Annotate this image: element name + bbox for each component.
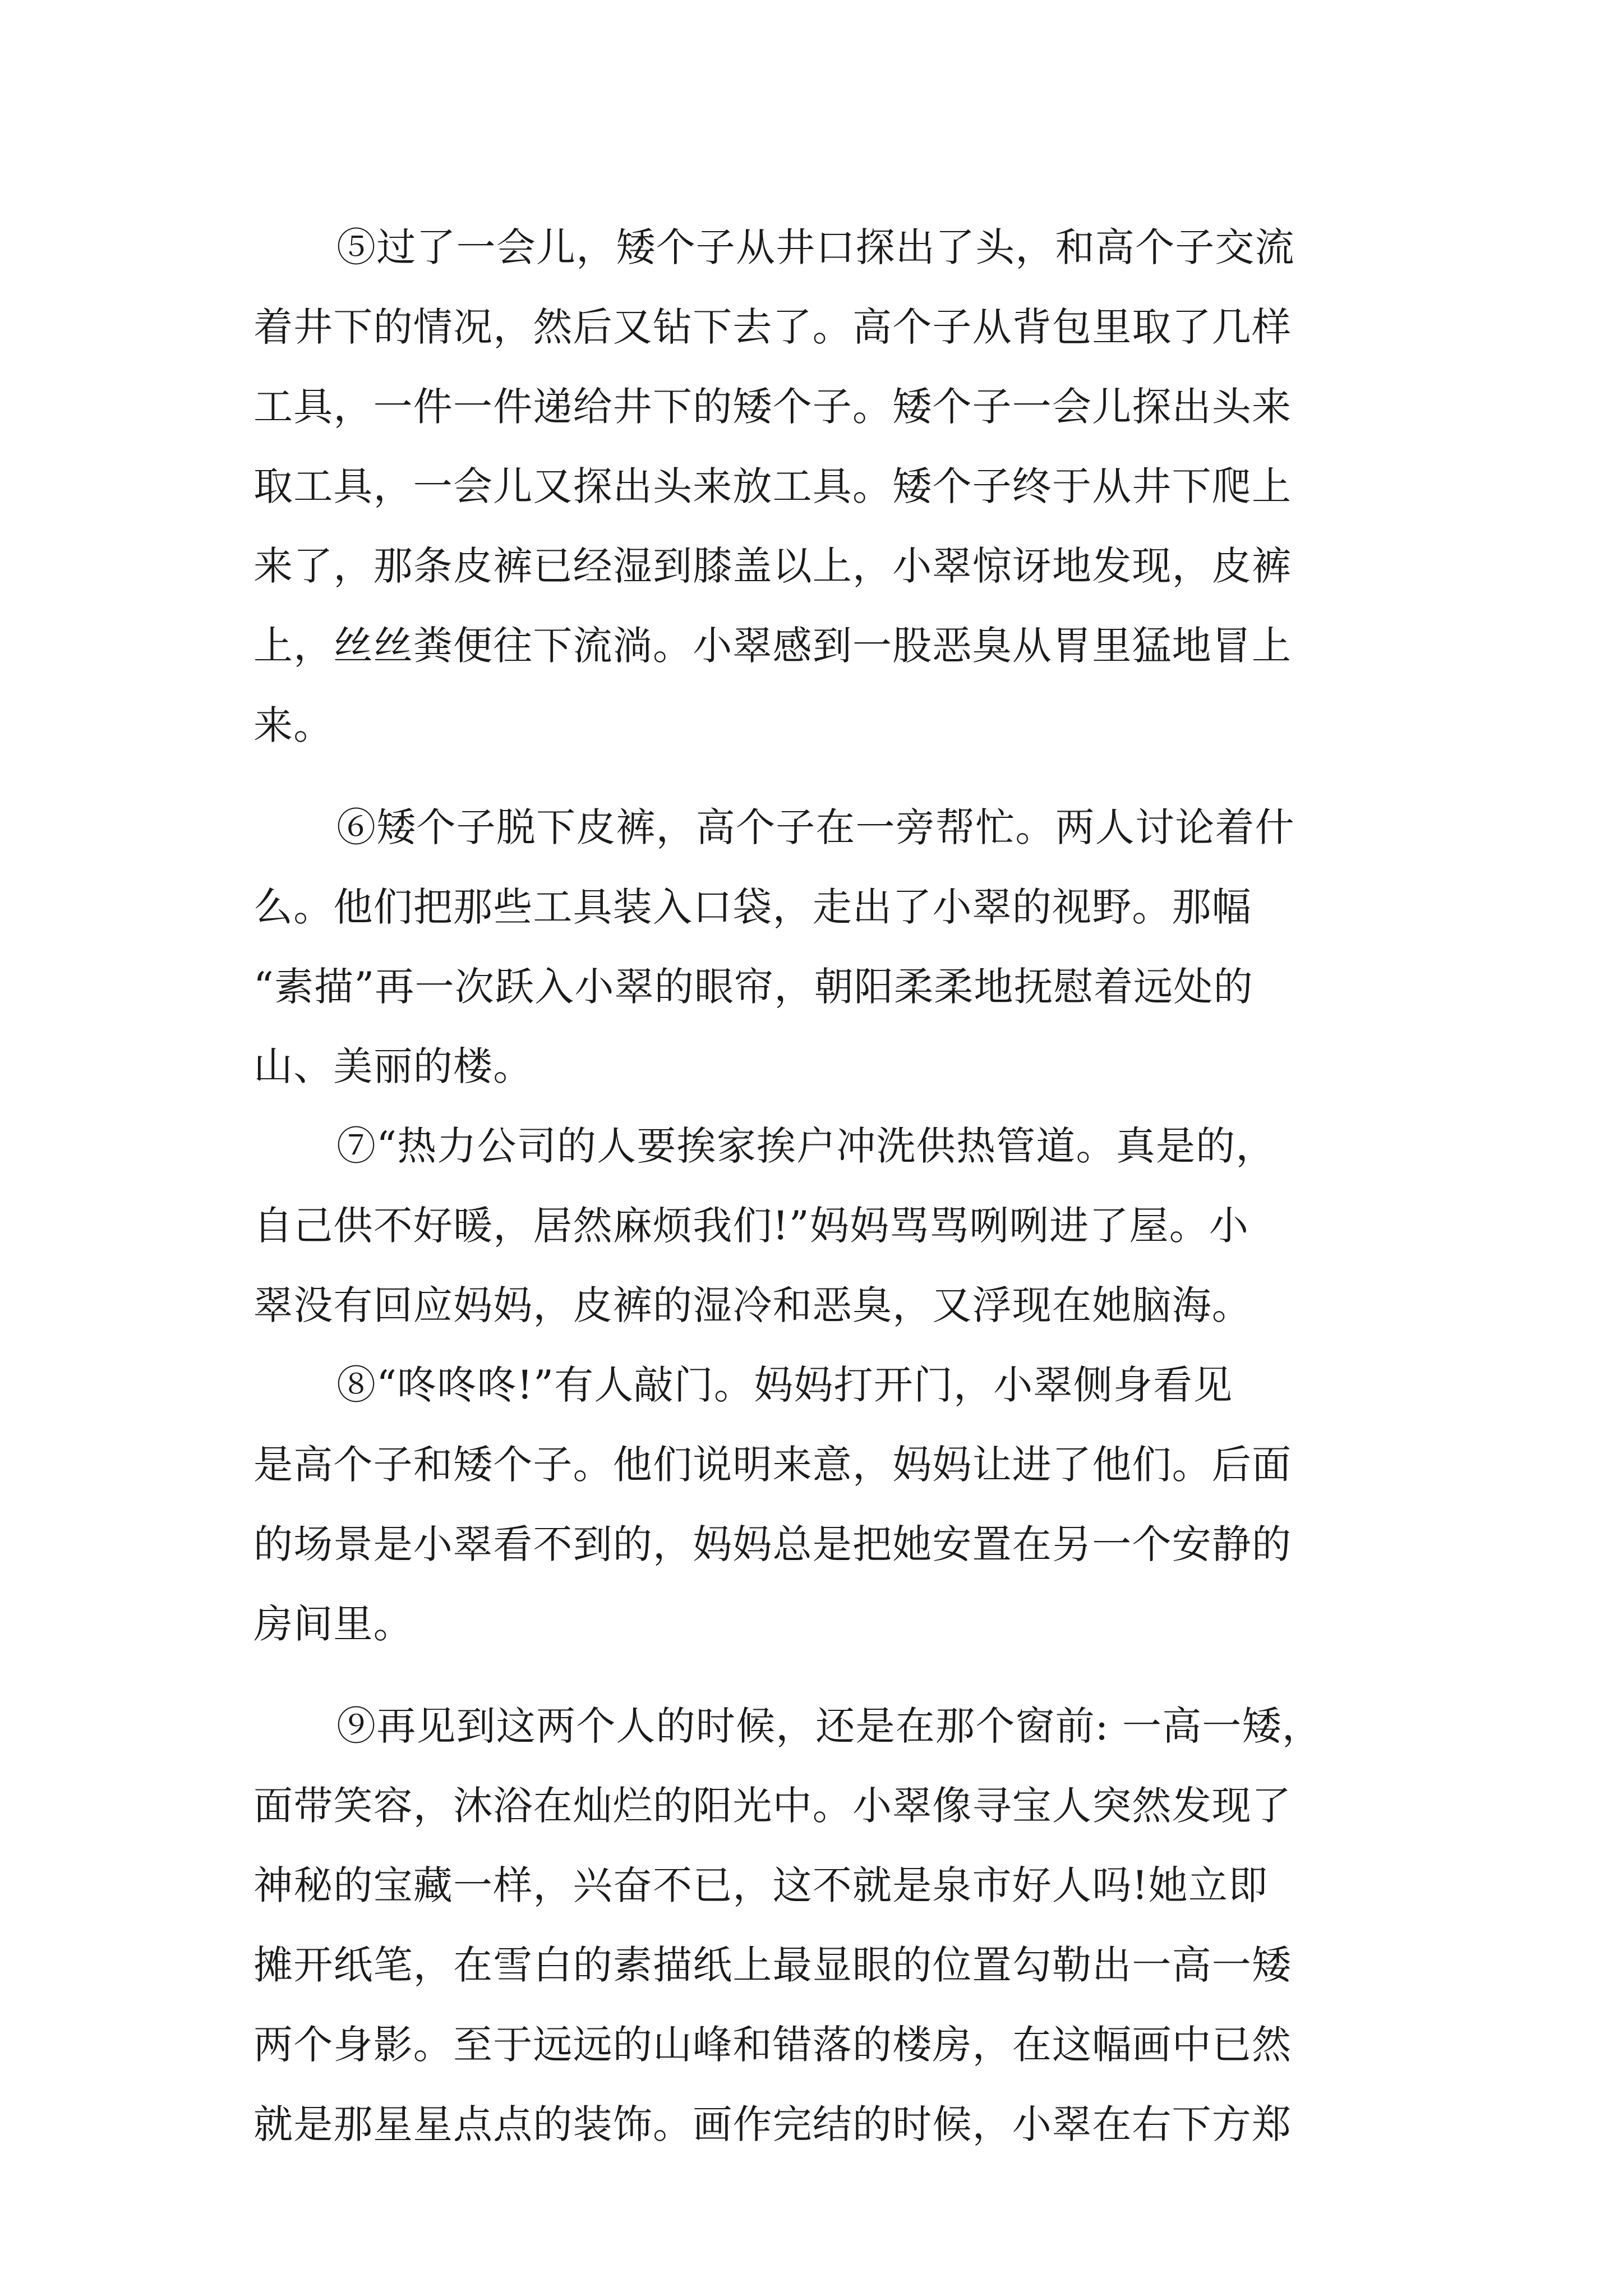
paragraph-line: 面带笑容，沐浴在灿烂的阳光中。小翠像寻宝人突然发现了 <box>253 1783 1292 1829</box>
paragraph-line: 是高个子和矮个子。他们说明来意，妈妈让进了他们。后面 <box>253 1442 1292 1488</box>
paragraph-line: 么。他们把那些工具装入口袋，走出了小翠的视野。那幅 <box>253 884 1252 930</box>
paragraph-9 <box>253 1686 1392 2164</box>
paragraph-spacing <box>253 765 1392 788</box>
paragraph-line: 着井下的情况，然后又钻下去了。高个子从背包里取了几样 <box>253 304 1292 350</box>
paragraph-line: 取工具，一会儿又探出头来放工具。矮个子终于从井下爬上 <box>253 463 1292 509</box>
paragraph-line: 工具，一件一件递给井下的矮个子。矮个子一会儿探出头来 <box>253 384 1292 430</box>
paragraph-spacing <box>253 1664 1392 1686</box>
paragraph-8 <box>253 1345 1392 1664</box>
paragraph-line: ⑨再见到这两个人的时候，还是在那个窗前: 一高一矮， <box>336 1703 1322 1749</box>
paragraph-6 <box>253 788 1392 1106</box>
paragraph-7 <box>253 1106 1392 1345</box>
paragraph-line: 来了，那条皮裤已经湿到膝盖以上，小翠惊讶地发现，皮裤 <box>253 543 1292 589</box>
paragraph-5 <box>253 208 1392 765</box>
paragraph-line: 房间里。 <box>253 1601 413 1647</box>
paragraph-line: ⑦“热力公司的人要挨家挨户冲洗供热管道。真是的， <box>336 1123 1276 1169</box>
paragraph-line: 山、美丽的楼。 <box>253 1043 533 1089</box>
paragraph-line: 神秘的宝藏一样，兴奋不已，这不就是泉市好人吗!她立即 <box>253 1862 1269 1908</box>
paragraph-line: ⑧“咚咚咚!”有人敲门。妈妈打开门，小翠侧身看见 <box>336 1362 1233 1408</box>
paragraph-line: 摊开纸笔，在雪白的素描纸上最显眼的位置勾勒出一高一矮 <box>253 1942 1292 1988</box>
paragraph-line: ⑤过了一会儿，矮个子从井口探出了头，和高个子交流 <box>336 224 1295 270</box>
paragraph-line: 翠没有回应妈妈，皮裤的湿冷和恶臭，又浮现在她脑海。 <box>253 1282 1252 1328</box>
paragraph-line: 来。 <box>253 702 334 748</box>
paragraph-line: “素描”再一次跃入小翠的眼帘，朝阳柔柔地抚慰着远处的 <box>253 964 1253 1010</box>
paragraph-line: ⑥矮个子脱下皮裤，高个子在一旁帮忙。两人讨论着什 <box>336 804 1295 850</box>
paragraph-line: 自己供不好暖，居然麻烦我们!”妈妈骂骂咧咧进了屋。小 <box>253 1203 1249 1249</box>
paragraph-line: 就是那星星点点的装饰。画作完结的时候，小翠在右下方郑 <box>253 2101 1292 2147</box>
article-body <box>253 208 1392 2164</box>
paragraph-line: 两个身影。至于远远的山峰和错落的楼房，在这幅画中已然 <box>253 2022 1292 2068</box>
paragraph-line: 上，丝丝粪便往下流淌。小翠感到一股恶臭从胃里猛地冒上 <box>253 623 1292 669</box>
paragraph-line: 的场景是小翠看不到的，妈妈总是把她安置在另一个安静的 <box>253 1521 1292 1567</box>
